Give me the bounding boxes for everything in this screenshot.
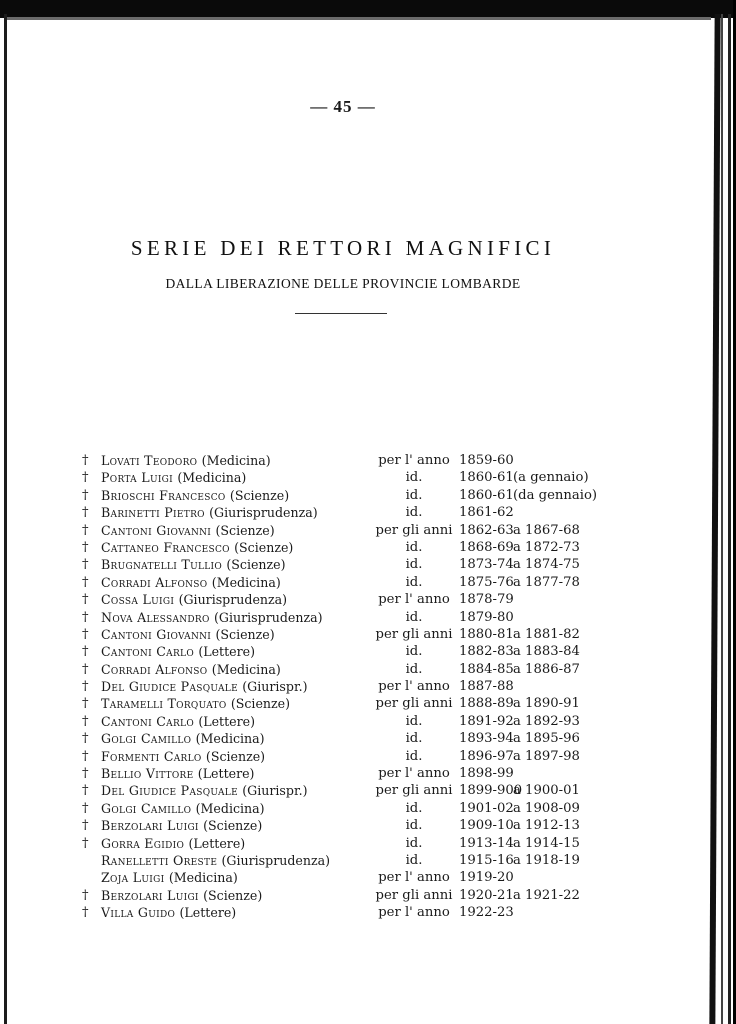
term-start: 1920-21 (459, 887, 514, 903)
term-start: 1922-23 (459, 905, 514, 921)
rector-row (0, 539, 736, 556)
rector-row (0, 852, 736, 869)
rector-name-text: Corradi Alfonso (101, 661, 208, 677)
term-start: 1887-88 (459, 679, 514, 695)
rector-row (0, 556, 736, 573)
dagger-icon: † (82, 783, 89, 799)
page-number: — 45 — (310, 97, 376, 116)
dagger-icon: † (82, 800, 89, 816)
dagger-icon: † (82, 505, 89, 521)
term-start: 1884-85 (459, 661, 514, 677)
rector-row (0, 522, 736, 539)
rector-faculty: (Giurispr.) (242, 783, 308, 799)
rector-name-text: Gorra Egidio (101, 835, 185, 851)
rector-name (101, 452, 271, 469)
rector-name-text: Cantoni Carlo (101, 713, 194, 729)
rector-name-text: Villa Guido (101, 905, 176, 921)
term-end: a 1867-68 (513, 522, 580, 538)
rector-row (0, 661, 736, 678)
term-prefix: id. (405, 852, 423, 868)
term-prefix: per l' anno (378, 905, 450, 921)
dagger-icon: † (82, 835, 89, 851)
rector-name (101, 504, 318, 521)
rector-name (101, 852, 330, 869)
term-prefix: id. (405, 800, 423, 816)
term-prefix: per l' anno (378, 679, 450, 695)
term-start: 1909-10 (459, 818, 514, 834)
term-prefix: per l' anno (378, 453, 450, 468)
rector-row (0, 782, 736, 799)
dagger-icon: † (82, 557, 89, 573)
term-start: 1915-16 (459, 852, 514, 868)
rector-row (0, 504, 736, 521)
rector-faculty: (Scienze) (215, 626, 275, 642)
rector-name (101, 869, 238, 886)
term-prefix: id. (405, 505, 423, 521)
dagger-icon: † (82, 887, 89, 903)
term-end: a 1897-98 (513, 748, 580, 764)
rector-name (101, 574, 281, 591)
rector-faculty: (Medicina) (211, 661, 281, 677)
rector-name-text: Ranelletti Oreste (101, 852, 218, 868)
rector-row (0, 869, 736, 886)
rector-name-text: Cantoni Carlo (101, 644, 194, 660)
rector-faculty: (Medicina) (168, 870, 238, 886)
term-prefix: per gli anni (375, 887, 453, 903)
rector-faculty: (Lettere) (198, 713, 256, 729)
rector-row (0, 748, 736, 765)
dagger-icon: † (82, 818, 89, 834)
dagger-icon: † (82, 626, 89, 642)
rector-name (101, 800, 265, 817)
rector-name (101, 765, 254, 782)
term-end: a 1877-78 (513, 574, 580, 590)
term-start: 1860-61 (459, 487, 514, 503)
rector-row (0, 487, 736, 504)
rector-name-text: Lovati Teodoro (101, 453, 198, 468)
rector-row (0, 713, 736, 730)
rector-name-text: Barinetti Pietro (101, 505, 205, 521)
rector-name (101, 661, 281, 678)
rector-name (101, 487, 289, 504)
term-prefix: per gli anni (375, 626, 453, 642)
rector-faculty: (Lettere) (179, 905, 237, 921)
rector-name-text: Corradi Alfonso (101, 574, 208, 590)
rector-row (0, 452, 736, 469)
rector-name-text: Taramelli Torquato (101, 696, 227, 712)
term-end: a 1914-15 (513, 835, 580, 851)
rector-faculty: (Scienze) (205, 748, 266, 764)
dagger-icon: † (82, 592, 89, 608)
rector-row (0, 643, 736, 660)
rector-faculty: (Scienze) (230, 696, 291, 712)
term-start: 1861-62 (459, 505, 514, 521)
rector-faculty: (Scienze) (226, 557, 286, 573)
rector-name (101, 817, 262, 834)
term-end: a 1912-13 (513, 818, 580, 834)
rector-faculty: (Medicina) (177, 470, 247, 486)
rector-faculty: (Scienze) (203, 887, 263, 903)
term-start: 1880-81 (459, 626, 514, 642)
term-prefix: id. (405, 470, 423, 486)
rector-name-text: Brugnatelli Tullio (101, 557, 223, 573)
term-start: 1879-80 (459, 609, 514, 625)
rector-name (101, 904, 236, 921)
dagger-icon: † (82, 748, 89, 764)
rector-name-text: Golgi Camillo (101, 731, 192, 747)
term-prefix: per l' anno (378, 592, 450, 608)
rector-faculty: (Medicina) (211, 574, 281, 590)
rector-faculty: (Scienze) (215, 522, 275, 538)
rector-name (101, 678, 308, 695)
term-prefix: id. (405, 835, 423, 851)
rector-row (0, 835, 736, 852)
term-prefix: id. (405, 713, 423, 729)
term-start: 1873-74 (459, 557, 514, 573)
term-start: 1862-63 (459, 522, 514, 538)
term-prefix: id. (405, 644, 423, 660)
rector-name-text: Cantoni Giovanni (101, 522, 212, 538)
term-start: 1919-20 (459, 870, 514, 886)
rector-name-text: Formenti Carlo (101, 748, 202, 764)
term-end: a 1921-22 (513, 887, 580, 903)
rector-name-text: Cattaneo Francesco (101, 539, 230, 555)
rector-name-text: Berzolari Luigi (101, 887, 199, 903)
dagger-icon: † (82, 522, 89, 538)
dagger-icon: † (82, 731, 89, 747)
term-end: a 1908-09 (513, 800, 580, 816)
rector-row (0, 591, 736, 608)
term-prefix: id. (405, 574, 423, 590)
rector-name (101, 643, 255, 660)
term-start: 1896-97 (459, 748, 514, 764)
rector-name-text: Nova Alessandro (101, 609, 210, 625)
dagger-icon: † (82, 696, 89, 712)
rector-list (0, 452, 736, 922)
rector-name-text: Cantoni Giovanni (101, 626, 212, 642)
rector-faculty: (Medicina) (195, 731, 265, 747)
term-start: 1859-60 (459, 453, 514, 468)
dagger-icon: † (82, 470, 89, 486)
rector-name (101, 782, 308, 799)
rector-name (101, 835, 245, 852)
rector-name-text: Cossa Luigi (101, 592, 175, 608)
rector-row (0, 626, 736, 643)
title-rule-divider (295, 313, 387, 314)
term-prefix: id. (405, 661, 423, 677)
rector-name (101, 887, 262, 904)
rector-name-text: Brioschi Francesco (101, 487, 226, 503)
scan-top-border (0, 0, 736, 18)
rector-name-text: Porta Luigi (101, 470, 174, 486)
term-end: a 1881-82 (513, 626, 580, 642)
rector-faculty: (Giurisprudenza) (178, 592, 288, 608)
term-prefix: per gli anni (375, 696, 453, 712)
rector-name (101, 591, 287, 608)
rector-faculty: (Medicina) (195, 800, 265, 816)
term-start: 1868-69 (459, 539, 514, 555)
rector-name-text: Golgi Camillo (101, 800, 192, 816)
term-end: a 1886-87 (513, 661, 580, 677)
rector-name-text: Del Giudice Pasquale (101, 679, 238, 695)
term-end: a 1872-73 (513, 539, 580, 555)
rector-faculty: (Scienze) (203, 818, 263, 834)
rector-row (0, 678, 736, 695)
dagger-icon: † (82, 539, 89, 555)
rector-name (101, 748, 265, 765)
term-prefix: per l' anno (378, 766, 450, 782)
term-start: 1893-94 (459, 731, 514, 747)
rector-faculty: (Lettere) (197, 766, 255, 782)
rector-row (0, 887, 736, 904)
rector-faculty: (Lettere) (198, 644, 256, 660)
term-prefix: per gli anni (375, 783, 453, 799)
dagger-icon: † (82, 766, 89, 782)
term-end: (a gennaio) (513, 470, 589, 486)
term-prefix: id. (405, 731, 423, 747)
rector-faculty: (Lettere) (188, 835, 246, 851)
rector-faculty: (Giurisprudenza) (214, 609, 323, 625)
dagger-icon: † (82, 644, 89, 660)
page-subtitle: DALLA LIBERAZIONE DELLE PROVINCIE LOMBARDE (165, 276, 521, 291)
term-start: 1901-02 (459, 800, 514, 816)
rector-row (0, 730, 736, 747)
rector-name-text: Zoja Luigi (101, 870, 165, 886)
rector-name (101, 695, 290, 712)
dagger-icon: † (82, 609, 89, 625)
rector-row (0, 800, 736, 817)
term-end: (da gennaio) (513, 487, 598, 503)
rector-name (101, 539, 293, 556)
rector-faculty: (Medicina) (201, 453, 271, 468)
rector-name (101, 469, 246, 486)
term-prefix: id. (405, 557, 423, 573)
rector-row (0, 765, 736, 782)
term-end: a 1900-01 (513, 783, 580, 799)
dagger-icon: † (82, 905, 89, 921)
rector-row (0, 469, 736, 486)
rector-name (101, 730, 265, 747)
dagger-icon: † (82, 487, 89, 503)
term-start: 1878-79 (459, 592, 514, 608)
rector-name (101, 626, 275, 643)
scan-top-edge (6, 17, 711, 20)
rector-name (101, 609, 323, 626)
term-prefix: id. (405, 487, 423, 503)
rector-row (0, 574, 736, 591)
dagger-icon: † (82, 713, 89, 729)
rector-faculty: (Giurisprudenza) (209, 505, 318, 521)
rector-faculty: (Giurisprudenza) (221, 852, 331, 868)
dagger-icon: † (82, 679, 89, 695)
term-start: 1860-61 (459, 470, 514, 486)
dagger-icon: † (82, 661, 89, 677)
term-prefix: per l' anno (378, 870, 450, 886)
rector-name (101, 522, 275, 539)
rector-row (0, 609, 736, 626)
term-end: a 1918-19 (513, 852, 580, 868)
term-end: a 1874-75 (513, 557, 580, 573)
rector-name-text: Bellio Vittore (101, 766, 194, 782)
rector-name-text: Del Giudice Pasquale (101, 783, 238, 799)
term-start: 1913-14 (459, 835, 514, 851)
term-start: 1875-76 (459, 574, 514, 590)
term-start: 1888-89 (459, 696, 514, 712)
page-title: SERIE DEI RETTORI MAGNIFICI (130, 236, 556, 260)
term-prefix: id. (405, 609, 423, 625)
term-prefix: id. (405, 818, 423, 834)
rector-faculty: (Scienze) (229, 487, 290, 503)
rector-name (101, 713, 255, 730)
term-prefix: id. (405, 748, 423, 764)
rector-row (0, 695, 736, 712)
rector-name (101, 556, 286, 573)
term-start: 1899-900 (459, 783, 523, 799)
term-start: 1891-92 (459, 713, 514, 729)
term-end: a 1895-96 (513, 731, 580, 747)
rector-faculty: (Giurispr.) (242, 679, 308, 695)
term-end: a 1883-84 (513, 644, 580, 660)
dagger-icon: † (82, 574, 89, 590)
dagger-icon: † (82, 453, 89, 468)
term-prefix: id. (405, 539, 423, 555)
term-start: 1882-83 (459, 644, 514, 660)
term-prefix: per gli anni (375, 522, 453, 538)
term-start: 1898-99 (459, 766, 514, 782)
rector-row (0, 904, 736, 921)
term-end: a 1890-91 (513, 696, 580, 712)
rector-name-text: Berzolari Luigi (101, 818, 199, 834)
rector-row (0, 817, 736, 834)
rector-faculty: (Scienze) (234, 539, 294, 555)
term-end: a 1892-93 (513, 713, 580, 729)
